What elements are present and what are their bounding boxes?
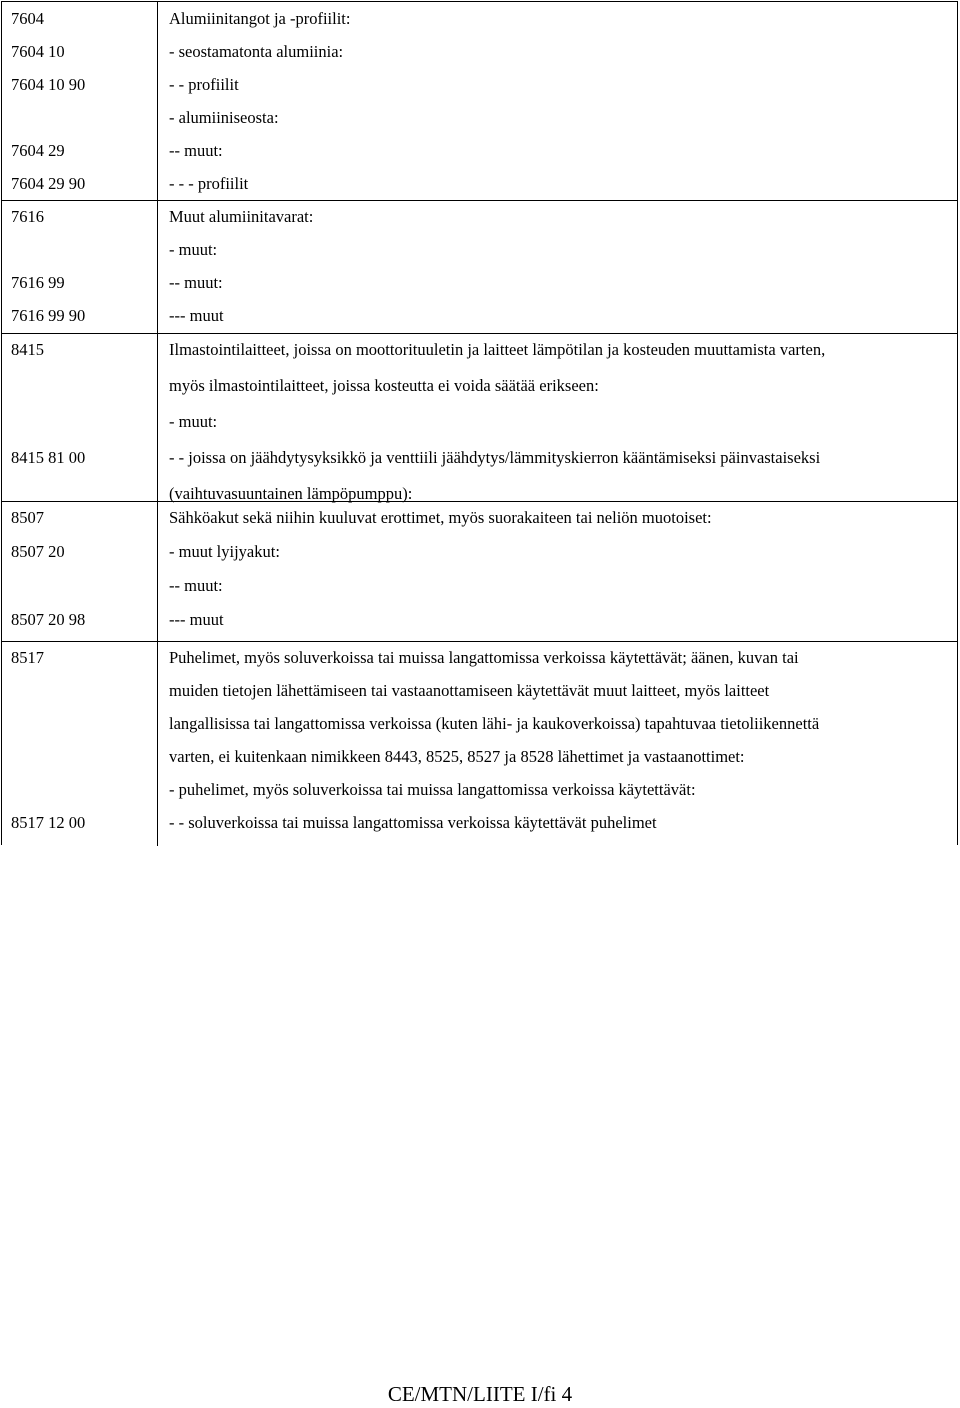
tariff-code: 7604 29 [11, 141, 65, 160]
tariff-description: -- muut: [169, 141, 223, 160]
tariff-table [1, 1, 958, 845]
tariff-description: - muut lyijyakut: [169, 542, 280, 561]
tariff-code: 7616 99 [11, 273, 65, 292]
tariff-description: --- muut [169, 306, 224, 325]
tariff-code: 8507 20 [11, 542, 65, 561]
tariff-code: 7604 29 90 [11, 174, 86, 193]
tariff-description: Puhelimet, myös soluverkoissa tai muissa langattomissa verkoissa käytettävät; äänen, kuvan tai [169, 648, 799, 667]
tariff-description: Muut alumiinitavarat: [169, 207, 314, 226]
tariff-code: 8517 12 00 [11, 813, 86, 832]
tariff-description: myös ilmastointilaitteet, joissa kosteutta ei voida säätää erikseen: [169, 376, 599, 395]
tariff-description: - seostamatonta alumiinia: [169, 42, 344, 61]
tariff-description: Sähköakut sekä niihin kuuluvat erottimet, myös suorakaiteen tai neliön muotoiset: [169, 508, 712, 527]
page-footer: CE/MTN/LIITE I/fi 4 [387, 1382, 573, 1406]
tariff-code: 7604 10 90 [11, 75, 86, 94]
tariff-description: Ilmastointilaitteet, joissa on moottorituuletin ja laitteet lämpötilan ja kosteuden muuttamista varten, [169, 340, 826, 359]
tariff-code: 8517 [11, 648, 44, 667]
tariff-description: muiden tietojen lähettämiseen tai vastaanottamiseen käytettävät muut laitteet, myös laitteet [169, 681, 770, 700]
tariff-description: Alumiinitangot ja -profiilit: [169, 9, 351, 28]
tariff-description: -- muut: [169, 273, 223, 292]
tariff-description: -- muut: [169, 576, 223, 595]
tariff-description: - - soluverkoissa tai muissa langattomissa verkoissa käytettävät puhelimet [169, 813, 657, 832]
tariff-description: - puhelimet, myös soluverkoissa tai muissa langattomissa verkoissa käytettävät: [169, 780, 696, 799]
tariff-code: 7616 99 90 [11, 306, 86, 325]
tariff-code: 7616 [11, 207, 44, 226]
tariff-description: - muut: [169, 412, 218, 431]
tariff-code: 8507 20 98 [11, 610, 86, 629]
tariff-description: --- muut [169, 610, 224, 629]
tariff-description: - - - profiilit [169, 174, 249, 193]
tariff-description: - - joissa on jäähdytysyksikkö ja venttiili jäähdytys/lämmityskierron kääntämiseksi päinvastaiseksi [169, 448, 821, 467]
tariff-description: (vaihtuvasuuntainen lämpöpumppu): [169, 484, 413, 503]
tariff-description: - - profiilit [169, 75, 239, 94]
tariff-code: 8415 81 00 [11, 448, 86, 467]
tariff-description: - alumiiniseosta: [169, 108, 279, 127]
tariff-code: 8507 [11, 508, 44, 527]
tariff-description: varten, ei kuitenkaan nimikkeen 8443, 8525, 8527 ja 8528 lähettimet ja vastaanottimet: [169, 747, 745, 766]
row-separator [2, 200, 957, 201]
tariff-description: - muut: [169, 240, 218, 259]
tariff-code: 7604 [11, 9, 44, 28]
tariff-description: langallisissa tai langattomissa verkoissa (kuten lähi- ja kaukoverkoissa) tapahtuvaa tietoliikennettä [169, 714, 820, 733]
tariff-code: 8415 [11, 340, 44, 359]
tariff-code: 7604 10 [11, 42, 65, 61]
column-divider [157, 2, 158, 846]
